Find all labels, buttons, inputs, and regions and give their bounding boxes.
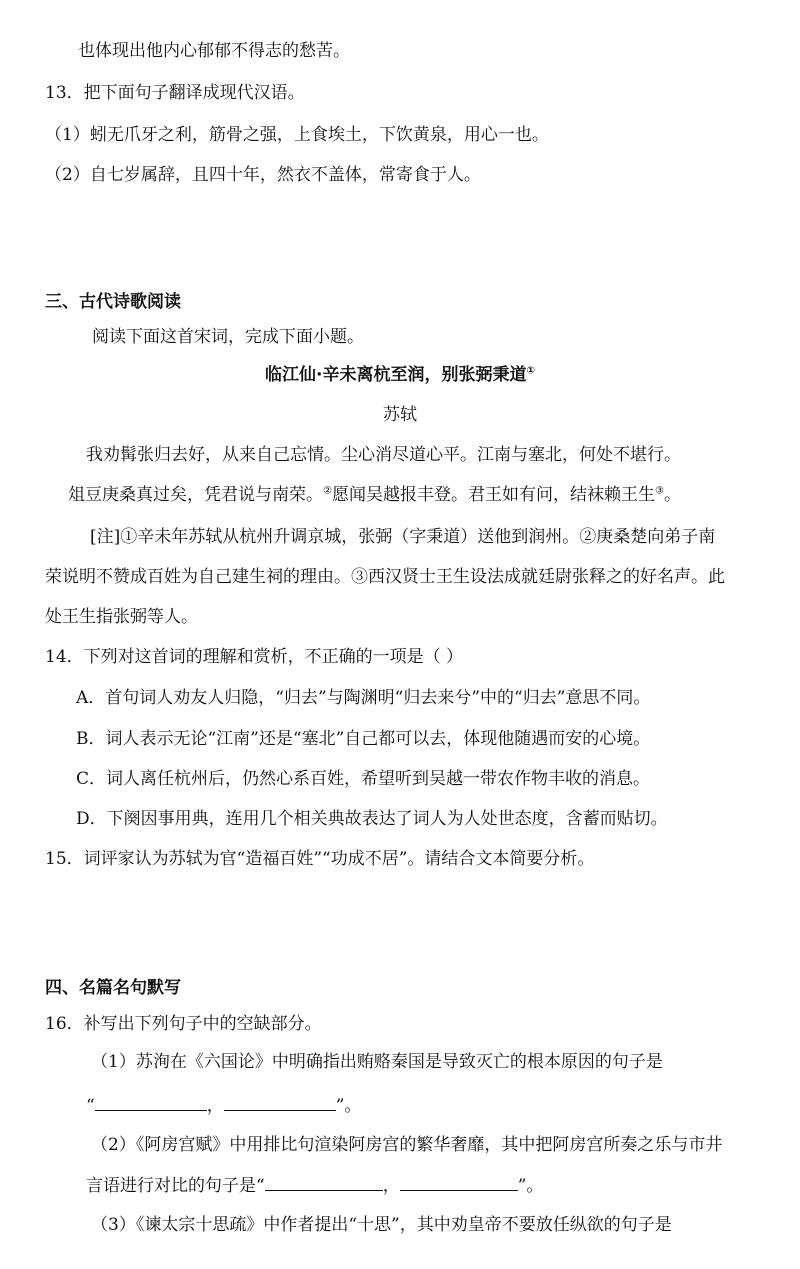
note-line-1: [注]①辛未年苏轼从杭州升调京城，张弼（字秉道）送他到润州。②庚桑楚向弟子南 [90,527,716,547]
note-line-2: 荣说明不赞成百姓为自己建生祠的理由。③西汉贤士王生设法成就廷尉张释之的好名声。此 [45,567,725,587]
q14-option-d: D．下阕因事用典，连用几个相关典故表达了词人为人处世态度，含蓄而贴切。 [76,809,668,829]
q14-option-c: C．词人离任杭州后，仍然心系百姓，希望听到吴越一带农作物丰收的消息。 [76,769,651,789]
q14-option-b: B．词人表示无论“江南”还是“塞北”自己都可以去，体现他随遇而安的心境。 [76,729,651,749]
q15-stem: 15．词评家认为苏轼为官“造福百姓”“功成不居”。请结合文本简要分析。 [45,849,595,869]
q16-item-2: （2）《阿房宫赋》中用排比句渲染阿房宫的繁华奢靡，其中把阿房宫所奏之乐与市井 [91,1135,723,1155]
section-4-heading: 四、名篇名句默写 [45,978,181,998]
poem-line-2: 俎豆庚桑真过矣，凭君说与南荣。②愿闻吴越报丰登。君王如有问，结袜赖王生③。 [68,485,681,505]
q16-item-1: （1）苏洵在《六国论》中明确指出贿赂秦国是导致灭亡的根本原因的句子是 [91,1052,663,1072]
poem-author: 苏轼 [383,405,417,425]
poem-title: 临江仙·辛未离杭至润，别张弼秉道① [265,365,535,385]
q16-stem: 16．补写出下列句子中的空缺部分。 [45,1014,322,1034]
answer-blank[interactable] [224,1094,336,1111]
footnote-mark: ② [323,485,332,497]
footnote-mark: ③ [654,485,664,497]
q14-option-a: A．首句词人劝友人归隐，“归去”与陶渊明“归去来兮”中的“归去”意思不同。 [76,688,651,708]
q13-stem: 13．把下面句子翻译成现代汉语。 [45,83,305,103]
note-line-3: 处王生指张弼等人。 [45,607,198,627]
q14-stem: 14．下列对这首词的理解和赏析，不正确的一项是（ ） [45,647,464,667]
q13-sentence-2: （2）自七岁属辞，且四十年，然衣不盖体，常寄食于人。 [45,165,481,185]
q16-item-1-answer: “ ， ”。 [86,1096,362,1116]
section-3-heading: 三、古代诗歌阅读 [45,292,181,312]
q13-sentence-1: （1）蚓无爪牙之利，筋骨之强，上食埃土，下饮黄泉，用心一也。 [45,125,549,145]
answer-blank[interactable] [400,1174,518,1191]
q16-item-2-answer: 言语进行对比的句子是“ ， ”。 [86,1176,544,1196]
answer-blank[interactable] [265,1174,383,1191]
footnote-mark: ① [526,365,535,377]
poem-line-1: 我劝髯张归去好，从来自己忘情。尘心消尽道心平。江南与塞北，何处不堪行。 [86,445,681,465]
carry-over-line: 也体现出他内心郁郁不得志的愁苦。 [78,41,350,61]
answer-blank[interactable] [95,1094,207,1111]
section-3-intro: 阅读下面这首宋词，完成下面小题。 [92,327,364,347]
q16-item-3: （3）《谏太宗十思疏》中作者提出“十思”，其中劝皇帝不要放任纵欲的句子是 [91,1215,672,1235]
